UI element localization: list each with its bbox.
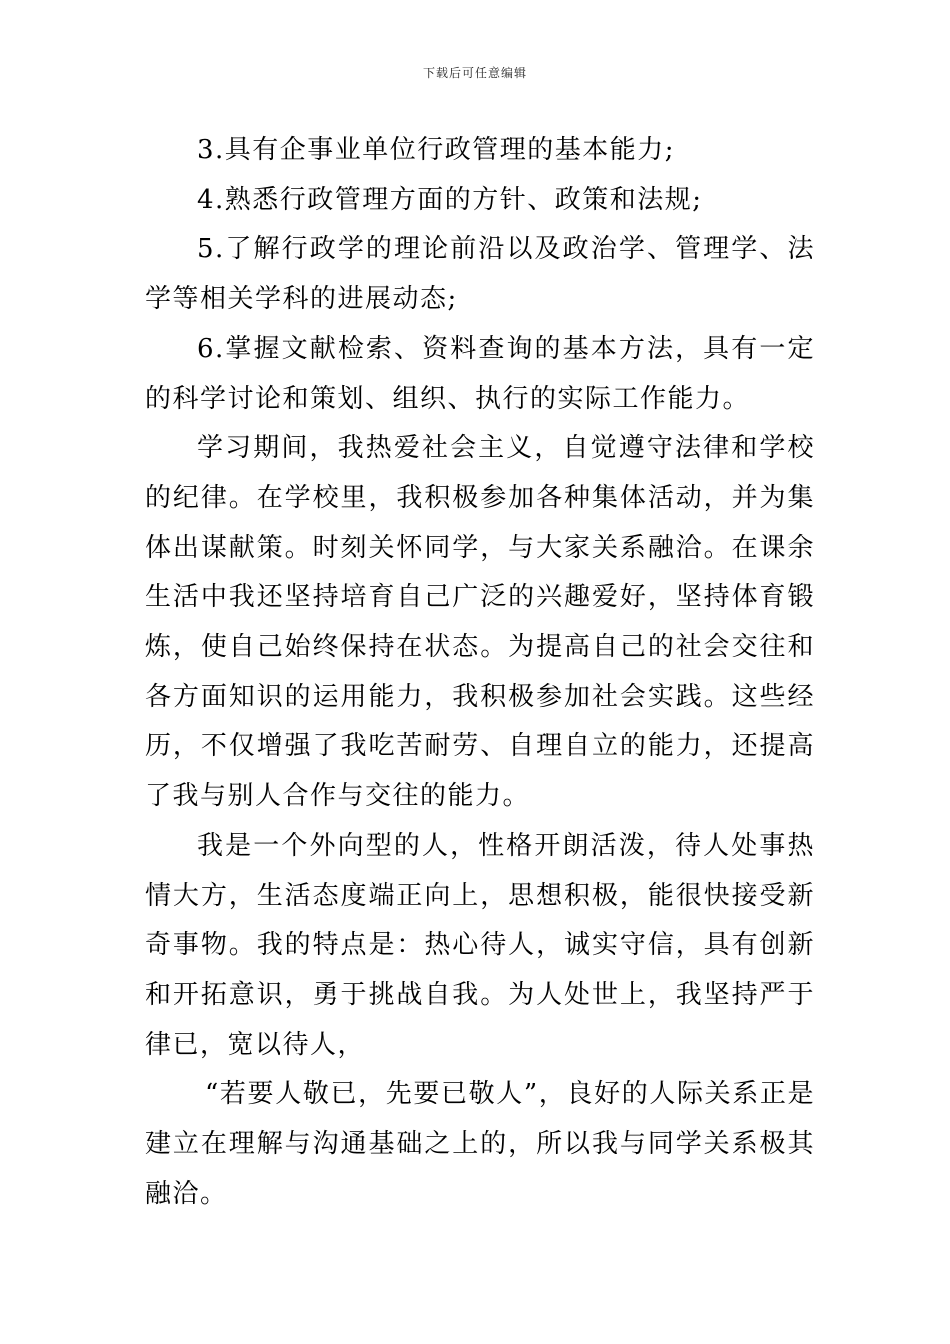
paragraph-item-3: 3.具有企事业单位行政管理的基本能力; (197, 135, 676, 165)
paragraph-item-6: 6.掌握文献检索、资料查询的基本方法，具有一定的科学讨论和策划、组织、执行的实际工作能力。 (145, 333, 815, 414)
paragraph-study-period: 学习期间，我热爱社会主义，自觉遵守法律和学校的纪律。在学校里，我积极参加各种集体活动，并为集体出谋献策。时刻关怀同学，与大家关系融洽。在课余生活中我还坚持培育自己广泛的兴趣爱好，坚持体育锻炼，使自己始终保持在状态。为提高自己的社会交往和各方面知识的运用能力，我积极参加社会实践。这些经历，不仅增强了我吃苦耐劳、自理自立的能力，还提高了我与别人合作与交往的能力。 (145, 433, 815, 812)
paragraph-personality: 我是一个外向型的人，性格开朗活泼，待人处事热情大方，生活态度端正向上，思想积极，能很快接受新奇事物。我的特点是：热心待人，诚实守信，具有创新和开拓意识，勇于挑战自我。为人处世上，我坚持严于律已，宽以待人， (145, 830, 815, 1060)
page-header-note: 下载后可任意编辑 (422, 66, 527, 80)
paragraph-relationships: “若要人敬已，先要已敬人”，良好的人际关系正是建立在理解与沟通基础之上的，所以我与同学关系极其融洽。 (145, 1079, 815, 1209)
document-body (145, 126, 815, 1219)
paragraph-item-5: 5.了解行政学的理论前沿以及政治学、管理学、法学等相关学科的进展动态; (145, 234, 815, 315)
paragraph-item-4: 4.熟悉行政管理方面的方针、政策和法规; (197, 184, 703, 215)
